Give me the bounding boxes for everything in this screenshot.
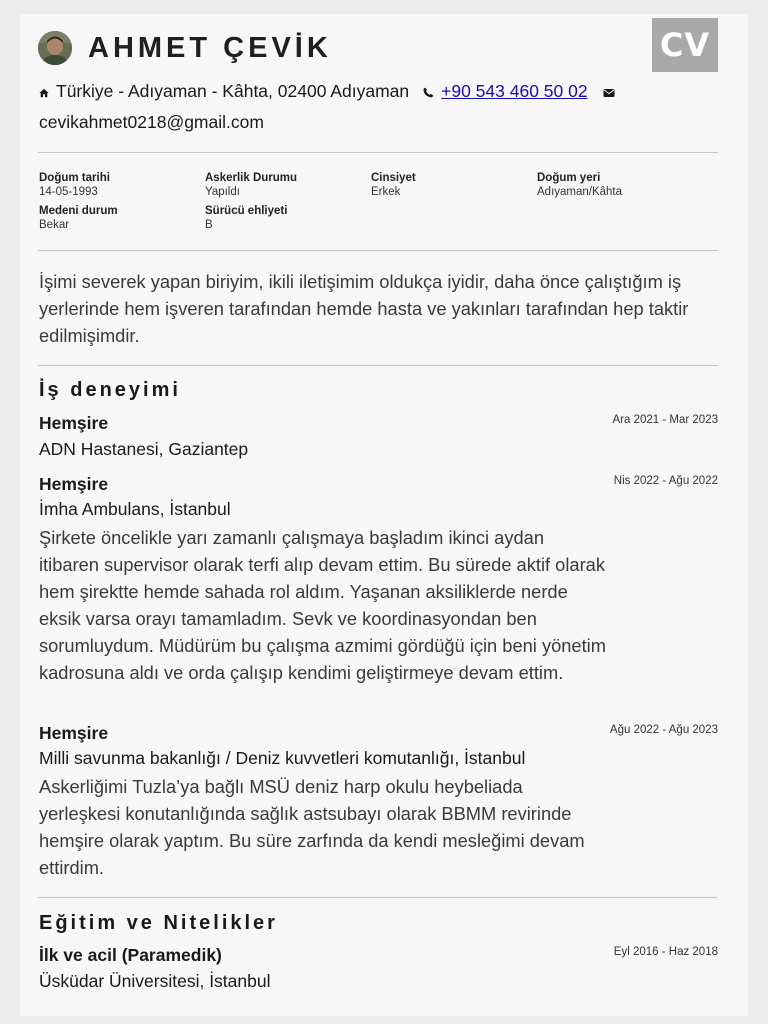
divider xyxy=(38,152,718,153)
divider xyxy=(38,250,718,251)
address-text: Türkiye - Adıyaman - Kâhta, 02400 Adıyaman xyxy=(56,80,410,101)
job-dates: Ara 2021 - Mar 2023 xyxy=(612,414,718,426)
job-title: Hemşire xyxy=(39,723,109,743)
phone-link[interactable]: +90 543 460 50 02 xyxy=(441,80,588,101)
info-birth-date xyxy=(39,171,199,199)
info-label: Sürücü ehliyeti xyxy=(205,205,288,217)
job-dates: Ağu 2022 - Ağu 2023 xyxy=(609,724,718,736)
job-description: Askerliğimi Tuzla’ya bağlı MSÜ deniz harp okulu heybeliada yerleşkesi konutanlığında sağlık astsubayı olarak BBMM revirinde hemşire olarak yaptım. Bu süre zarfında da kendi mesleğimi devam ettirdim. xyxy=(39,776,585,878)
job-description: Şirkete öncelikle yarı zamanlı çalışmaya başladım ikinci aydan itibaren supervisor olarak terfi alıp devam ettim. Bu sürede aktif olarak hem şirektte hemde sahada rol aldım. Yaşanan aksiliklerde nerde eksik varsa orayı tamamladım. Sevk ve koordinasyondan ben sorumluydum. Müdürüm bu çalışma azmimi gördüğü için beni yönetim kadrosuna aldı ve orda çalışıp kendimi geliştirmeye devam ettim. xyxy=(39,527,606,683)
job-employer: İmha Ambulans, İstanbul xyxy=(39,499,231,519)
info-birth-place xyxy=(537,171,697,199)
contact-line xyxy=(39,79,699,103)
info-label: Medeni durum xyxy=(39,205,118,217)
profile-summary: İşimi severek yapan biriyim, ikili iletişimim oldukça iyidir, daha önce çalıştığım iş yerlerinde hem işveren tarafından hemde hasta ve yakınları tarafından hep taktir edilmişimdir. xyxy=(39,271,689,346)
info-value: Yapıldı xyxy=(205,186,240,198)
divider xyxy=(38,897,718,898)
person-photo-icon xyxy=(38,31,72,65)
job-title: Hemşire xyxy=(39,413,109,433)
home-icon xyxy=(39,88,49,98)
education-section-title: Eğitim ve Nitelikler xyxy=(39,912,278,934)
job-employer: ADN Hastanesi, Gaziantep xyxy=(39,439,249,459)
job-employer: Milli savunma bakanlığı / Deniz kuvvetleri komutanlığı, İstanbul xyxy=(39,748,526,768)
degree-title: İlk ve acil (Paramedik) xyxy=(39,945,222,965)
info-value: 14-05-1993 xyxy=(39,186,98,198)
education-dates: Eyl 2016 - Haz 2018 xyxy=(613,946,718,958)
profile-photo xyxy=(38,31,72,65)
info-driving-license xyxy=(205,204,365,232)
school-name: Üsküdar Üniversitesi, İstanbul xyxy=(39,971,271,991)
divider xyxy=(38,365,718,366)
info-value: B xyxy=(205,219,213,231)
email-text: cevikahmet0218@gmail.com xyxy=(39,112,264,132)
cv-badge: CV xyxy=(652,18,718,72)
phone-icon xyxy=(423,87,434,98)
job-dates: Nis 2022 - Ağu 2022 xyxy=(613,475,718,487)
info-value: Bekar xyxy=(39,219,70,231)
info-value: Erkek xyxy=(371,186,401,198)
candidate-name: AHMET ÇEVİK xyxy=(88,32,332,64)
info-military-status xyxy=(205,171,365,199)
info-marital-status xyxy=(39,204,199,232)
experience-section-title: İş deneyimi xyxy=(39,379,181,401)
info-label: Cinsiyet xyxy=(371,172,416,184)
info-label: Doğum yeri xyxy=(537,172,601,184)
job-title: Hemşire xyxy=(39,474,109,494)
info-gender xyxy=(371,171,531,199)
info-label: Askerlik Durumu xyxy=(205,172,298,184)
info-label: Doğum tarihi xyxy=(39,172,110,184)
info-value: Adıyaman/Kâhta xyxy=(537,186,623,198)
email-icon xyxy=(603,88,615,98)
